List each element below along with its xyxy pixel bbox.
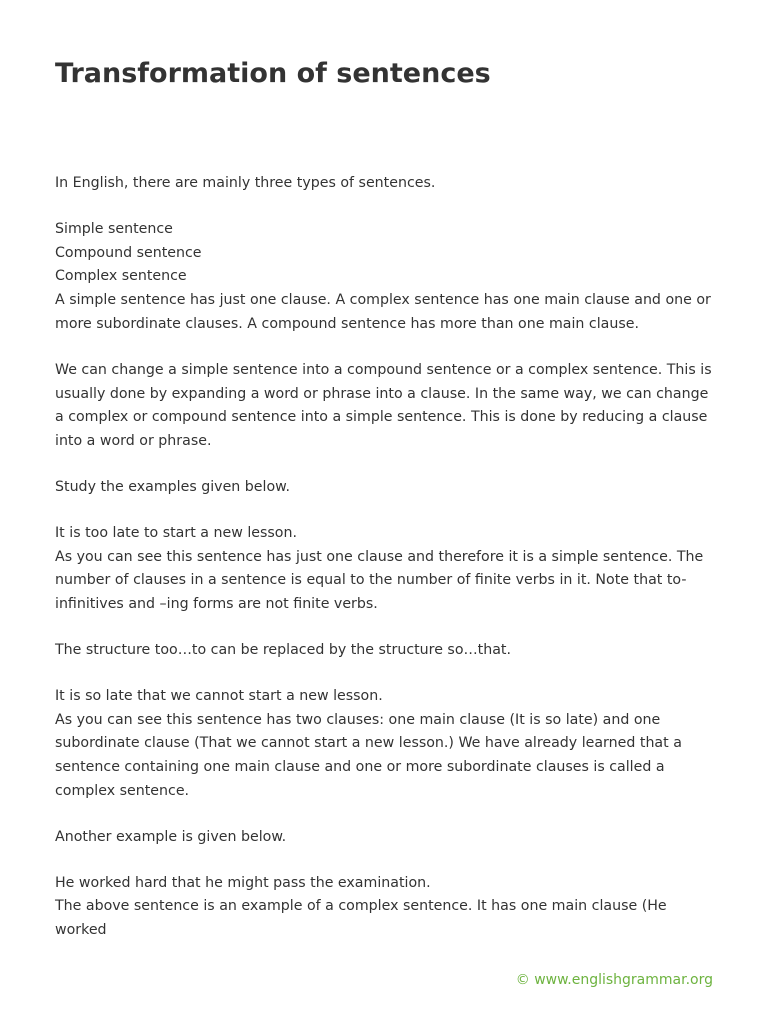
footer-copyright: © www.englishgrammar.org [515, 972, 713, 988]
paragraph-third-example: He worked hard that he might pass the examination. The above sentence is an example of a complex sentence. It has one main clause (He worked [55, 874, 667, 939]
paragraph-study-examples: Study the examples given below. [55, 478, 290, 495]
page-title: Transformation of sentences [55, 58, 491, 89]
paragraph-simple-example: It is too late to start a new lesson. As you can see this sentence has just one clause and therefore it is a simple sentence. The number of clauses in a sentence is equal to the number of finite verbs in it. Note that to-infinitives and –ing forms are not finite verbs. [55, 524, 704, 613]
paragraph-intro: In English, there are mainly three types of sentences. [55, 175, 436, 191]
article-body [55, 172, 715, 965]
paragraph-complex-example: It is so late that we cannot start a new lesson. As you can see this sentence has two clauses: one main clause (It is so late) and one subordinate clause (That we cannot start a new lesson.) We have already learned that a sentence containing one main clause and one or more subordinate clauses is called a complex sentence. [55, 687, 682, 799]
paragraph-change-explanation: We can change a simple sentence into a compound sentence or a complex sentence. This is usually done by expanding a word or phrase into a clause. In the same way, we can change a complex or compound sentence into a simple sentence. This is done by reducing a clause into a word or phrase. [55, 361, 712, 450]
paragraph-sentence-types: Simple sentence Compound sentence Complex sentence A simple sentence has just one clause. A complex sentence has one main clause and one or more subordinate clauses. A compound sentence has more than one main clause. [55, 220, 711, 332]
paragraph-structure-note: The structure too…to can be replaced by the structure so…that. [55, 641, 512, 658]
paragraph-another-example: Another example is given below. [55, 828, 287, 845]
